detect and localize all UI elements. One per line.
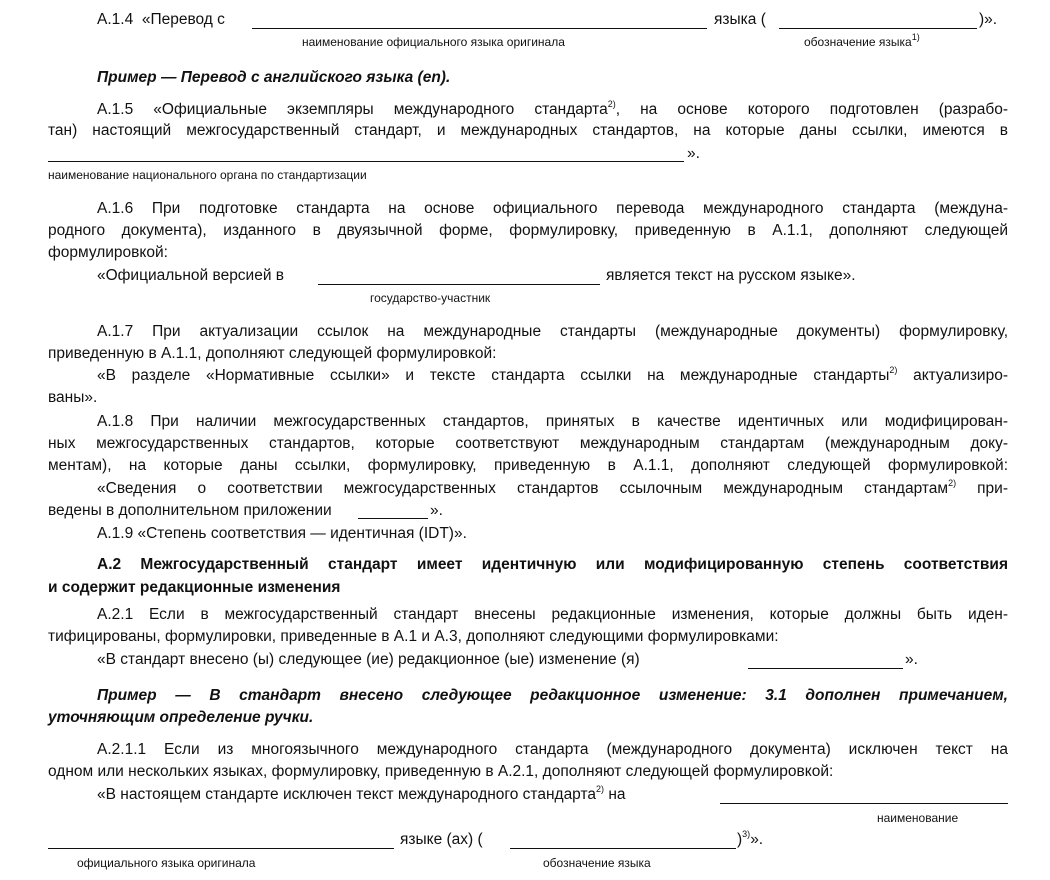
a18-line-3: ментам), на которые даны ссылки, формулировку, приведенную в А.1.1, дополняют следующей формулировкой: [48,457,1008,474]
a211-line-4-close: ». [750,831,764,848]
a14-language-blank [252,28,707,29]
a14-close-text: )». [979,11,998,28]
a14-number: А.1.4 [97,11,134,28]
a211-caption-language: официального языка оригинала [77,856,256,870]
a14-open-text: «Перевод с [141,11,225,28]
a211-language-blank [48,848,394,849]
a18-appendix-blank [358,518,428,519]
a18-line-4-rest: при- [956,480,1008,497]
footnote-marker: 1) [911,32,920,42]
a21-change-blank [748,668,903,669]
a15-line-3-end: ». [687,145,700,162]
a21-line-3-start: «В стандарт внесено (ы) следующее (ие) редакционное (ые) изменение (я) [97,651,640,668]
a16-line-2: родного документа), изданного в двуязычной форме, формулировку, приведенную в А.1.1, дополняют следующей [48,222,1008,239]
footnote-marker: 2) [607,98,616,109]
a211-line-4-end: )$^{3)}$». [737,828,764,848]
a14-caption-code [804,32,920,49]
a17-line-1: А.1.7 При актуализации ссылок на международные стандарты (международные документы) формулировку, [97,323,1008,340]
a18-line-4-text: «Сведения о соответствии межгосударственных стандартов ссылочным международным стандартам [97,480,949,497]
footnote-marker: 3) [742,828,751,839]
a18-line-5-end: ». [430,502,443,519]
a16-line-1: А.1.6 При подготовке стандарта на основе официального перевода международного стандарта (междуна- [97,200,1008,217]
footnote-marker: 2) [948,477,957,488]
a21-line-3-end: ». [905,651,918,668]
a211-line-4-mid: языке (ах) ( [400,831,483,848]
a16-caption: государство-участник [370,291,491,305]
a211-line-3-text: «В настоящем стандарте исключен текст международного стандарта [97,786,597,803]
footnote-marker: 2) [889,364,898,375]
a16-line-3: формулировкой: [48,244,168,261]
example-2-line-2: уточняющим определение ручки. [48,709,314,726]
a21-line-1: А.2.1 Если в межгосударственный стандарт внесены редакционные изменения, которые должны быть иден- [97,606,1008,623]
a211-code-blank [510,848,736,849]
a15-caption: наименование национального органа по стандартизации [48,168,367,182]
a18-line-5-start: ведены в дополнительном приложении [48,502,332,519]
example-2-line-1: Пример — В стандарт внесено следующее редакционное изменение: 3.1 дополнен примечанием, [97,687,1008,704]
a17-line-2: приведенную в А.1.1, дополняют следующей формулировкой: [48,345,497,362]
a15-line-1-text: А.1.5 «Официальные экземпляры международного стандарта [97,101,608,118]
a14-line [97,10,225,30]
a15-line-1-rest: , на основе которого подготовлен (разрабо- [615,101,1008,118]
a18-line-2: ных межгосударственных стандартов, которые соответствуют международным стандартам (международным доку- [48,435,1008,452]
a18-line-4 [97,479,1008,499]
example-1: Пример — Перевод с английского языка (en). [97,69,451,86]
a21-line-2: тифицированы, формулировки, приведенные в А.1 и А.3, дополняют следующими формулировками: [48,628,779,645]
a211-caption-code: обозначение языка [543,856,651,870]
a17-line-3 [97,366,1008,386]
a16-state-blank [318,284,600,285]
footnote-marker: 2) [596,783,605,794]
a14-caption-code-text: обозначение языка [804,35,912,49]
a211-name-blank [720,803,1008,804]
a211-line-3-rest: на [604,786,626,803]
a15-line-2: тан) настоящий межгосударственный стандарт, и международных стандартов, на которые даны ссылки, имеются в [48,122,1008,139]
a14-caption-language: наименование официального языка оригинала [302,35,565,49]
a16-quote-start: «Официальной версией в [97,267,285,284]
a2-heading-line-1: А.2 Межгосударственный стандарт имеет идентичную или модифицированную степень соответствия [97,556,1008,573]
a15-authority-blank [48,161,684,162]
a211-caption-name: наименование [877,811,959,825]
a19-line: А.1.9 «Степень соответствия — идентичная (IDT)». [97,525,467,542]
a17-line-3-rest: актуализиро- [897,367,1008,384]
a211-line-3 [97,785,626,805]
a16-quote-end: является текст на русском языке». [606,267,856,284]
a14-mid-text: языка ( [714,11,766,28]
a18-line-1: А.1.8 При наличии межгосударственных стандартов, принятых в качестве идентичных или модифицирован- [97,413,1008,430]
a15-line-1 [97,100,1008,120]
a2-heading-line-2: и содержит редакционные изменения [48,579,341,596]
a211-line-1: А.2.1.1 Если из многоязычного международного стандарта (международного документа) исключен текст на [97,741,1008,758]
a14-code-blank [779,28,977,29]
a17-line-3-text: «В разделе «Нормативные ссылки» и тексте стандарта ссылки на международные стандарты [97,367,890,384]
a17-line-4: ваны». [48,389,98,406]
a211-line-2: одном или нескольких языках, формулировку, приведенную в А.2.1, дополняют следующей формулировкой: [48,763,834,780]
